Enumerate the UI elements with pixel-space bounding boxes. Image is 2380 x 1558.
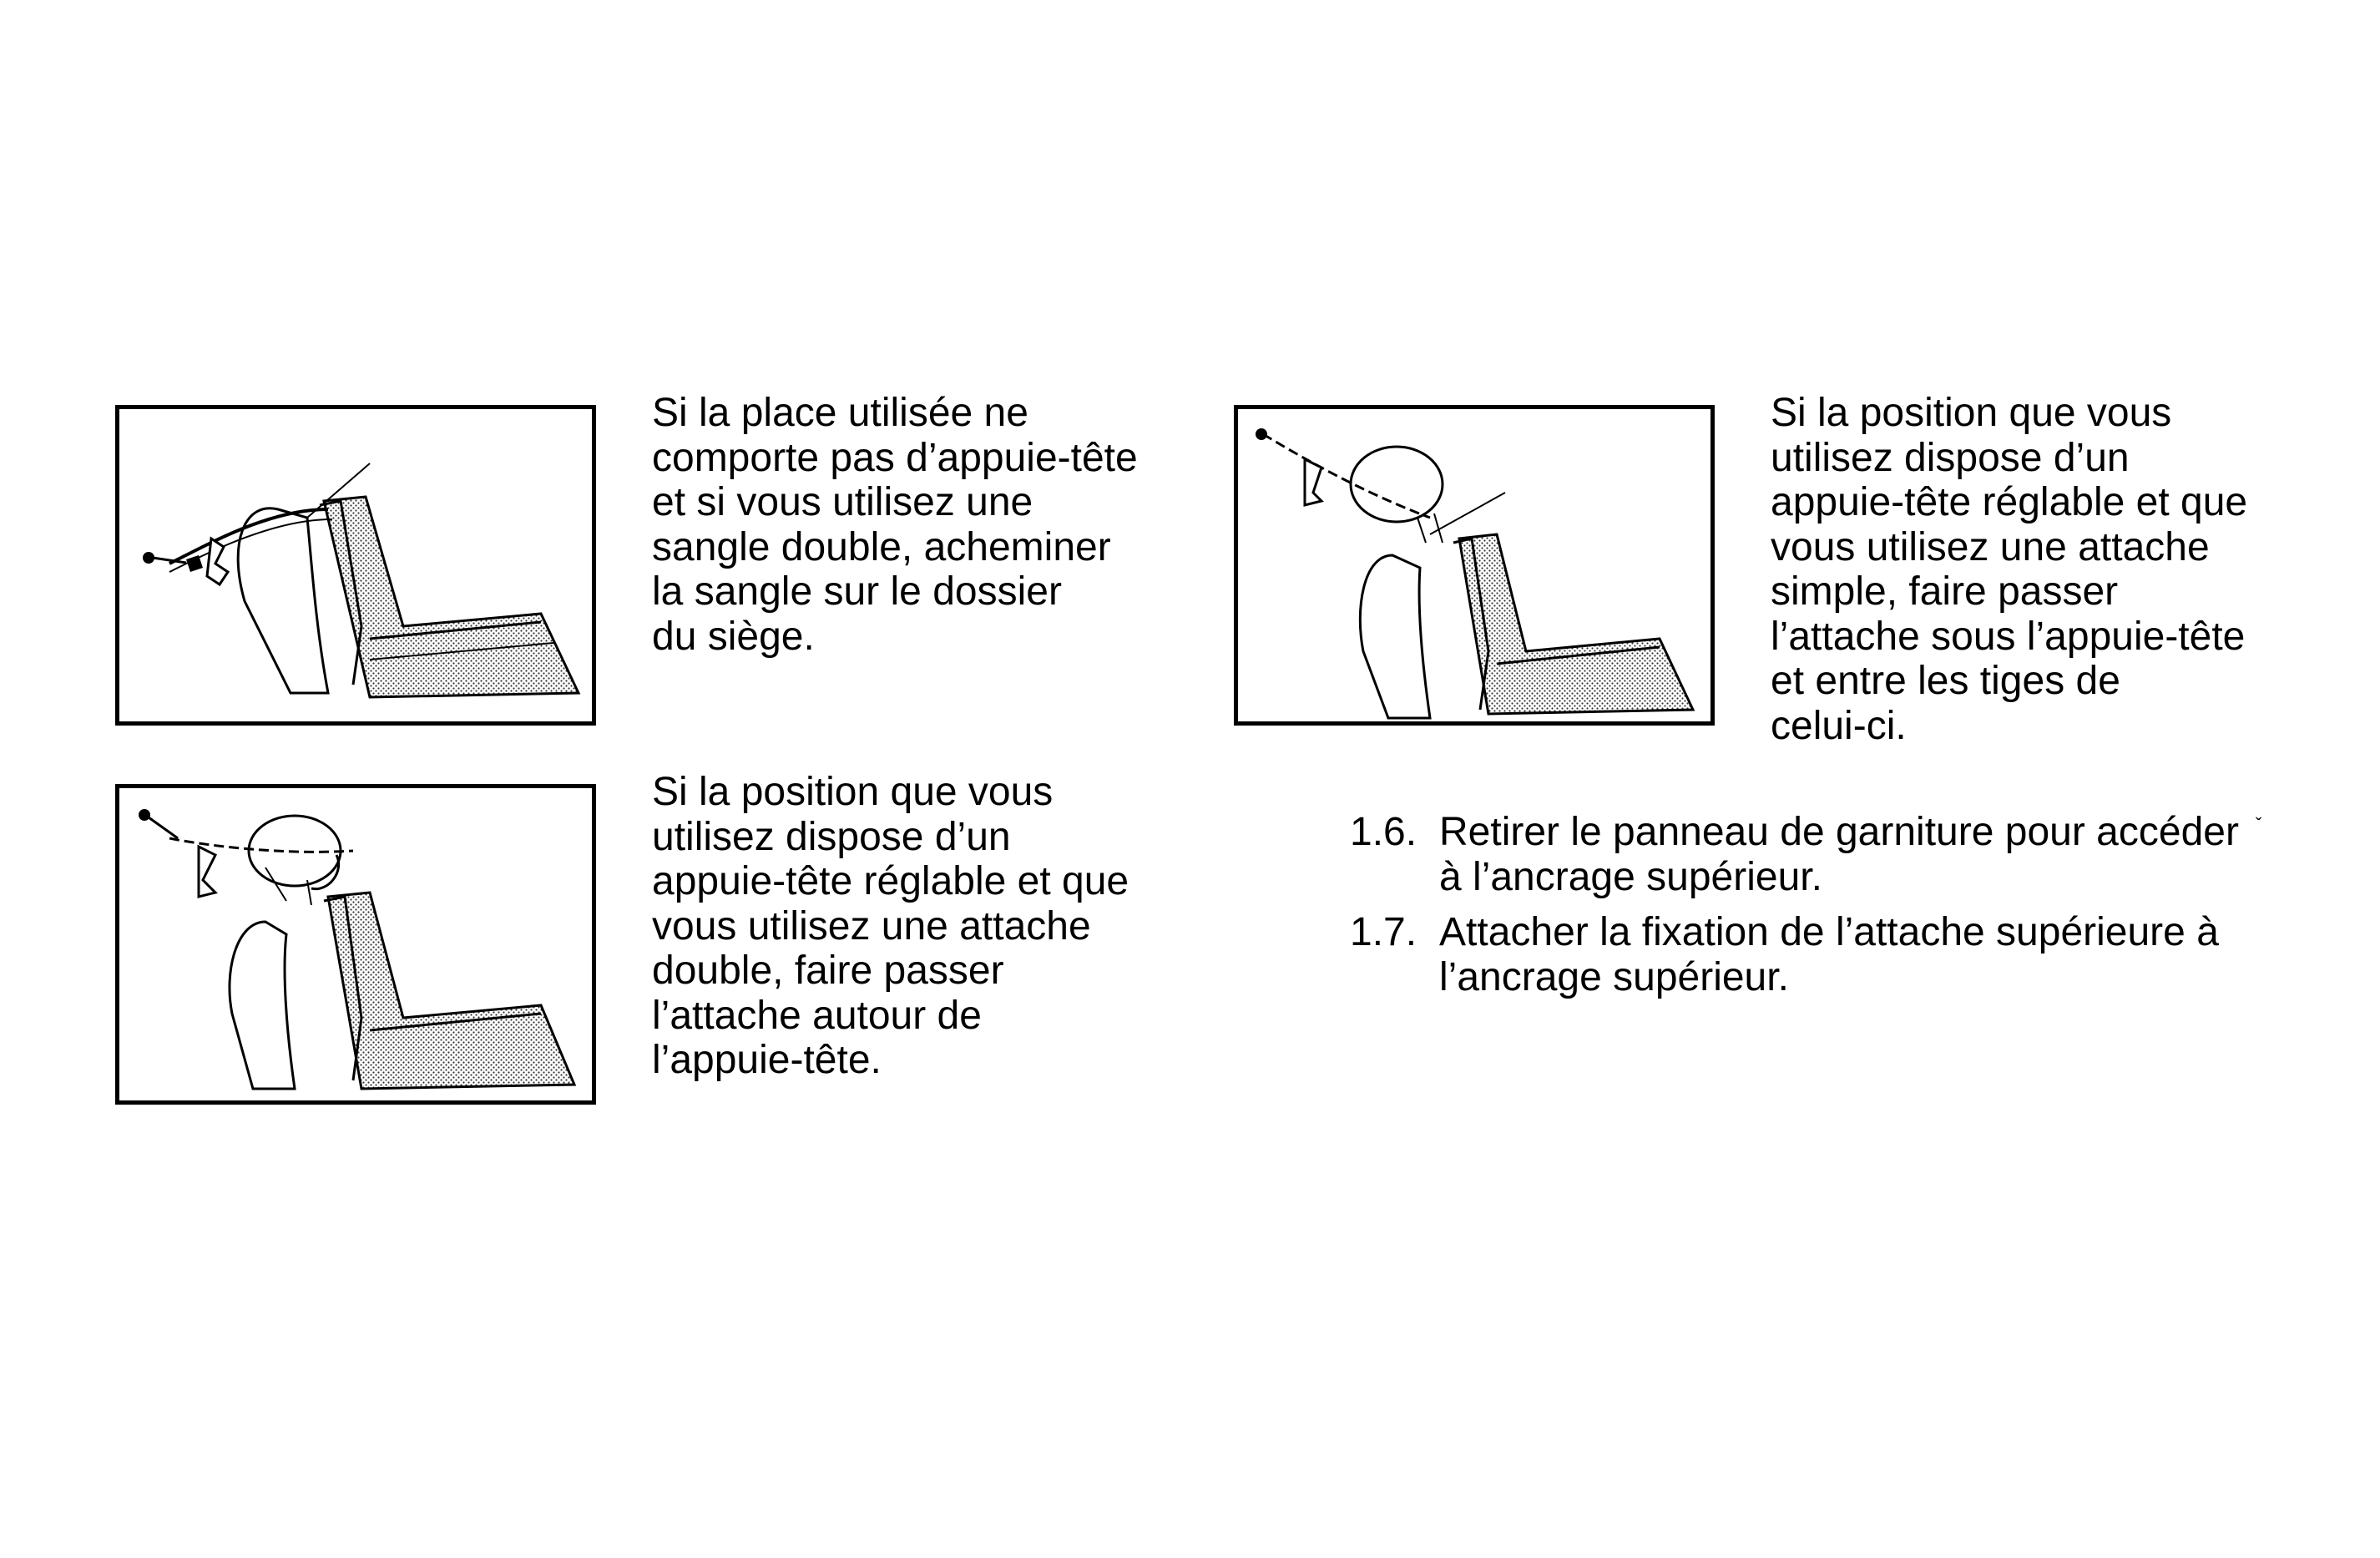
illustration-seat-adjustable-headrest-single bbox=[1234, 405, 1715, 726]
step-text: Retirer le panneau de garniture pour accéder à l’ancrage supérieur. bbox=[1439, 810, 2239, 899]
caption-adjustable-headrest-single: Si la position que vous utilisez dispose d’un appuie-tête réglable et que vous utilisez une attache simple, faire passer l’attache sous l’appuie-tête et entre les tiges de celui-ci. bbox=[1771, 391, 2248, 748]
decorative-mark: ˇ bbox=[2256, 814, 2262, 835]
illustration-seat-adjustable-headrest-double bbox=[115, 784, 596, 1105]
caption-no-headrest: Si la place utilisée ne comporte pas d’appuie-tête et si vous utilisez une sangle double, acheminer la sangle sur le dossier du siège. bbox=[652, 391, 1138, 659]
illustration-seat-no-headrest bbox=[115, 405, 596, 726]
step-text: Attacher la fixation de l’attache supérieure à l’ancrage supérieur. bbox=[1439, 910, 2219, 999]
step-number: 1.6. bbox=[1350, 810, 1417, 854]
step-number: 1.7. bbox=[1350, 910, 1417, 954]
caption-adjustable-headrest-double: Si la position que vous utilisez dispose d’un appuie-tête réglable et que vous utilisez une attache double, faire passer l’attache autour de l’appuie-tête. bbox=[652, 770, 1129, 1082]
